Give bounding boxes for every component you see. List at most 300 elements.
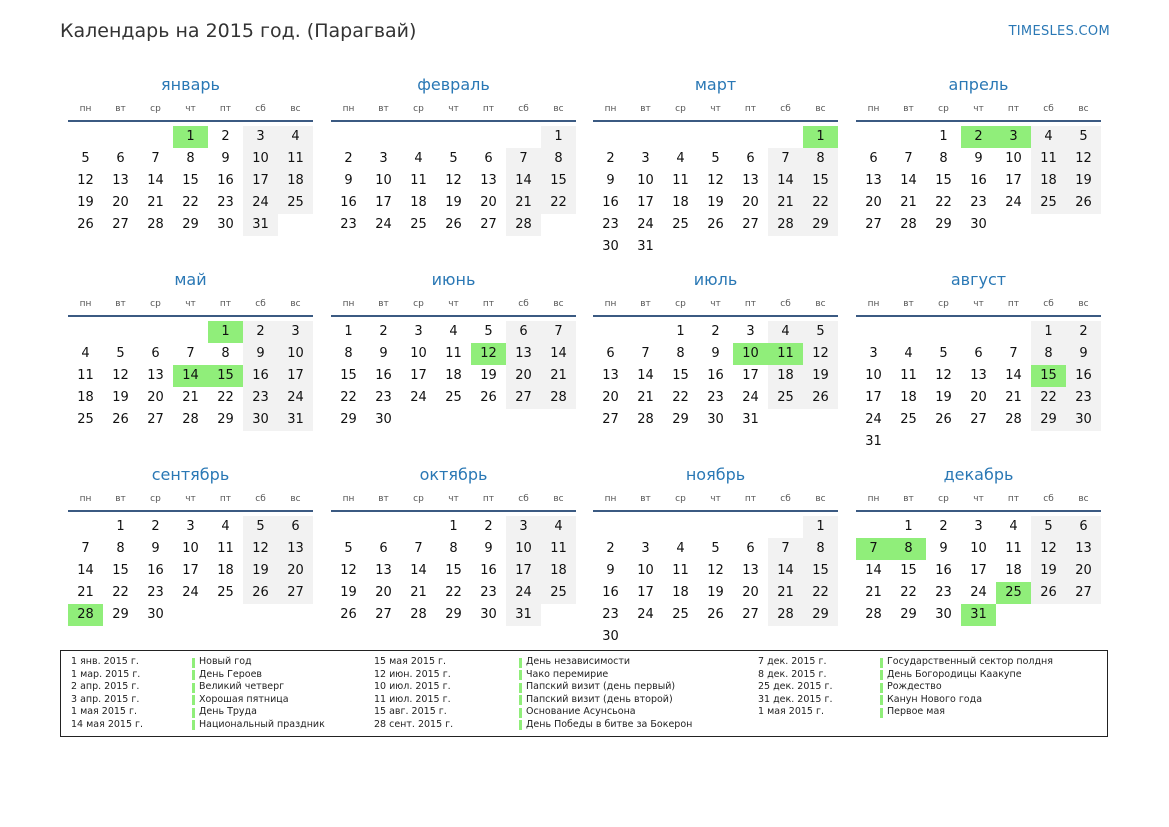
- weekday-label: пт: [482, 494, 495, 504]
- calendar-day: 12: [803, 343, 838, 365]
- calendar-day: 27: [375, 607, 392, 622]
- calendar-day: 10: [865, 368, 882, 383]
- calendar-day: 29: [112, 607, 129, 622]
- calendar-day: 17: [375, 195, 392, 210]
- calendar-day: 26: [340, 607, 357, 622]
- month-divider: [856, 315, 1101, 317]
- calendar-day: 24: [410, 390, 427, 405]
- calendar-day: 9: [243, 343, 278, 365]
- calendar-day: 7: [506, 148, 541, 170]
- calendar-day: 16: [602, 585, 619, 600]
- weekday-label: вс: [553, 299, 564, 309]
- calendar-day: 12: [77, 173, 94, 188]
- calendar-day: 1: [803, 126, 838, 148]
- calendar-day: 31: [278, 409, 313, 431]
- weekday-label: чт: [973, 299, 984, 309]
- calendar-day: 31: [742, 412, 759, 427]
- calendar-day: 17: [742, 368, 759, 383]
- calendar-day: 10: [1005, 151, 1022, 166]
- calendar-day: 11: [672, 563, 689, 578]
- calendar-day: 10: [375, 173, 392, 188]
- holiday-name: Канун Нового года: [880, 694, 1053, 707]
- calendar-day: 3: [414, 324, 423, 339]
- holiday-name: Первое мая: [880, 706, 1053, 719]
- calendar-day: 8: [803, 538, 838, 560]
- weekday-label: вт: [903, 104, 914, 114]
- calendar-day: 27: [506, 387, 541, 409]
- calendar-day: 21: [1005, 390, 1022, 405]
- calendar-day: 21: [77, 585, 94, 600]
- calendar-day: 16: [602, 195, 619, 210]
- weekday-label: пн: [604, 104, 617, 114]
- calendar-day: 3: [379, 151, 388, 166]
- calendar-day: 23: [602, 217, 619, 232]
- calendar-day: 15: [672, 368, 689, 383]
- weekday-label: вт: [115, 494, 126, 504]
- calendar-day: 2: [606, 541, 615, 556]
- calendar-day: 21: [182, 390, 199, 405]
- calendar-day: 15: [541, 170, 576, 192]
- calendar-day: 9: [606, 563, 615, 578]
- calendar-day: 26: [445, 217, 462, 232]
- calendar-day: 21: [637, 390, 654, 405]
- calendar-day: 16: [480, 563, 497, 578]
- month-divider: [68, 510, 313, 512]
- weekday-label: чт: [185, 104, 196, 114]
- calendar-day: 20: [970, 390, 987, 405]
- calendar-day: 1: [803, 516, 838, 538]
- calendar-day: 1: [904, 519, 913, 534]
- calendar-day: 10: [278, 343, 313, 365]
- holiday-name: Основание Асунсьона: [519, 706, 692, 719]
- calendar-day: 31: [865, 434, 882, 449]
- calendar-day: 4: [1031, 126, 1066, 148]
- calendar-day: 25: [996, 582, 1031, 604]
- weekday-label: чт: [185, 299, 196, 309]
- calendar-day: 8: [939, 151, 948, 166]
- calendar-day: 31: [506, 604, 541, 626]
- calendar-day: 4: [904, 346, 913, 361]
- legend-dates-col-3: [758, 656, 833, 719]
- calendar-day: 18: [278, 170, 313, 192]
- calendar-day: 20: [1066, 560, 1101, 582]
- weekday-label: сб: [780, 494, 791, 504]
- month-divider: [856, 510, 1101, 512]
- weekday-label: вт: [378, 104, 389, 114]
- month-divider: [593, 315, 838, 317]
- calendar-day: 17: [970, 563, 987, 578]
- weekday-label: сб: [1043, 494, 1054, 504]
- calendar-day: 26: [803, 387, 838, 409]
- calendar-day: 22: [112, 585, 129, 600]
- calendar-day: 2: [711, 324, 720, 339]
- calendar-day: 29: [672, 412, 689, 427]
- calendar-day: 26: [707, 607, 724, 622]
- weekday-label: пт: [219, 299, 232, 309]
- calendar-day: 4: [676, 151, 685, 166]
- calendar-day: 24: [182, 585, 199, 600]
- calendar-day: 13: [742, 563, 759, 578]
- calendar-day: 14: [900, 173, 917, 188]
- calendar-day: 1: [173, 126, 208, 148]
- calendar-day: 22: [935, 195, 952, 210]
- calendar-day: 11: [445, 346, 462, 361]
- calendar-day: 4: [278, 126, 313, 148]
- holiday-date: 1 мая 2015 г.: [71, 706, 137, 717]
- calendar-day: 25: [278, 192, 313, 214]
- calendar-day: 13: [278, 538, 313, 560]
- calendar-day: 5: [803, 321, 838, 343]
- calendar-day: 10: [733, 343, 768, 365]
- calendar-day: 12: [243, 538, 278, 560]
- calendar-day: 15: [900, 563, 917, 578]
- calendar-day: 29: [803, 604, 838, 626]
- month-name: май: [174, 270, 207, 289]
- month-name: июнь: [431, 270, 476, 289]
- holiday-date: 2 апр. 2015 г.: [71, 681, 140, 692]
- calendar-day: 5: [116, 346, 125, 361]
- calendar-day: 2: [1066, 321, 1101, 343]
- calendar-day: 19: [243, 560, 278, 582]
- weekday-label: пт: [482, 299, 495, 309]
- calendar-day: 31: [961, 604, 996, 626]
- calendar-day: 22: [803, 582, 838, 604]
- calendar-day: 3: [243, 126, 278, 148]
- calendar-day: 23: [480, 585, 497, 600]
- calendar-day: 7: [151, 151, 160, 166]
- calendar-day: 9: [606, 173, 615, 188]
- weekday-label: вт: [903, 299, 914, 309]
- weekday-label: вт: [640, 494, 651, 504]
- month-divider: [593, 510, 838, 512]
- calendar-day: 8: [344, 346, 353, 361]
- calendar-day: 14: [865, 563, 882, 578]
- calendar-day: 6: [869, 151, 878, 166]
- calendar-day: 25: [445, 390, 462, 405]
- month-divider: [331, 120, 576, 122]
- calendar-day: 18: [672, 195, 689, 210]
- weekday-label: сб: [518, 494, 529, 504]
- holiday-date: 10 июл. 2015 г.: [374, 681, 451, 692]
- weekday-label: вс: [1078, 299, 1089, 309]
- calendar-day: 6: [746, 541, 755, 556]
- legend-names-col-1: [192, 656, 325, 731]
- calendar-day: 17: [865, 390, 882, 405]
- weekday-label: чт: [710, 299, 721, 309]
- calendar-day: 19: [935, 390, 952, 405]
- calendar-day: 27: [742, 607, 759, 622]
- calendar-day: 15: [340, 368, 357, 383]
- holiday-name: Папский визит (день второй): [519, 694, 692, 707]
- calendar-day: 26: [243, 582, 278, 604]
- calendar-day: 12: [340, 563, 357, 578]
- calendar-day: 8: [891, 538, 926, 560]
- month-divider: [331, 510, 576, 512]
- holiday-date: 1 янв. 2015 г.: [71, 656, 139, 667]
- calendar-day: 29: [900, 607, 917, 622]
- calendar-day: 25: [672, 217, 689, 232]
- calendar-day: 15: [935, 173, 952, 188]
- weekday-label: вс: [290, 104, 301, 114]
- calendar-day: 18: [541, 560, 576, 582]
- month-divider: [68, 315, 313, 317]
- calendar-day: 31: [243, 214, 278, 236]
- month-name: октябрь: [419, 465, 488, 484]
- calendar-day: 21: [865, 585, 882, 600]
- weekday-label: пт: [1007, 104, 1020, 114]
- holiday-name: День независимости: [519, 656, 692, 669]
- weekday-label: сб: [255, 494, 266, 504]
- weekday-label: сб: [1043, 299, 1054, 309]
- month-divider: [856, 120, 1101, 122]
- holiday-date: 1 мар. 2015 г.: [71, 668, 141, 680]
- calendar-day: 16: [707, 368, 724, 383]
- calendar-day: 9: [1066, 343, 1101, 365]
- weekday-label: вт: [115, 104, 126, 114]
- calendar-day: 10: [182, 541, 199, 556]
- weekday-label: чт: [448, 299, 459, 309]
- calendar-day: 7: [856, 538, 891, 560]
- calendar-day: 22: [803, 192, 838, 214]
- calendar-day: 30: [935, 607, 952, 622]
- calendar-day: 30: [480, 607, 497, 622]
- calendar-day: 3: [869, 346, 878, 361]
- holiday-name: Рождество: [880, 681, 1053, 694]
- calendar-day: 10: [637, 563, 654, 578]
- calendar-day: 13: [742, 173, 759, 188]
- calendar-day: 29: [935, 217, 952, 232]
- calendar-day: 3: [974, 519, 983, 534]
- calendar-day: 1: [116, 519, 125, 534]
- calendar-day: 24: [637, 217, 654, 232]
- calendar-day: 13: [112, 173, 129, 188]
- calendar-day: 30: [602, 239, 619, 254]
- calendar-day: 20: [742, 585, 759, 600]
- calendar-day: 13: [480, 173, 497, 188]
- calendar-day: 2: [484, 519, 493, 534]
- calendar-day: 6: [116, 151, 125, 166]
- calendar-day: 19: [340, 585, 357, 600]
- calendar-day: 15: [112, 563, 129, 578]
- calendar-day: 30: [243, 409, 278, 431]
- calendar-day: 26: [1031, 582, 1066, 604]
- calendar-day: 14: [147, 173, 164, 188]
- calendar-day: 14: [506, 170, 541, 192]
- calendar-day: 24: [375, 217, 392, 232]
- calendar-day: 13: [375, 563, 392, 578]
- calendar-day: 13: [147, 368, 164, 383]
- calendar-day: 7: [541, 321, 576, 343]
- weekday-label: сб: [780, 299, 791, 309]
- calendar-day: 9: [344, 173, 353, 188]
- calendar-day: 30: [147, 607, 164, 622]
- calendar-day: 27: [480, 217, 497, 232]
- calendar-day: 7: [768, 148, 803, 170]
- calendar-day: 24: [970, 585, 987, 600]
- month-name: ноябрь: [685, 465, 746, 484]
- calendar-day: 19: [707, 585, 724, 600]
- holiday-name: День Труда: [192, 706, 325, 719]
- holiday-name: Великий четверг: [192, 681, 325, 694]
- calendar-day: 14: [77, 563, 94, 578]
- calendar-day: 19: [1066, 170, 1101, 192]
- calendar-day: 5: [1066, 126, 1101, 148]
- calendar-day: 11: [1031, 148, 1066, 170]
- calendar-day: 22: [1031, 387, 1066, 409]
- weekday-label: вс: [1078, 494, 1089, 504]
- site-link[interactable]: TIMESLES.COM: [1008, 24, 1110, 39]
- holiday-name: Папский визит (день первый): [519, 681, 692, 694]
- calendar-day: 23: [935, 585, 952, 600]
- calendar-day: 24: [637, 607, 654, 622]
- calendar-day: 1: [541, 126, 576, 148]
- calendar-day: 6: [974, 346, 983, 361]
- calendar-day: 11: [768, 343, 803, 365]
- weekday-label: сб: [780, 104, 791, 114]
- calendar-day: 16: [147, 563, 164, 578]
- calendar-day: 29: [1031, 409, 1066, 431]
- calendar-day: 18: [445, 368, 462, 383]
- calendar-day: 1: [939, 129, 948, 144]
- weekday-label: вт: [378, 299, 389, 309]
- legend-names-col-2: [519, 656, 692, 731]
- month-name: август: [950, 270, 1007, 289]
- weekday-label: сб: [518, 104, 529, 114]
- calendar-day: 28: [541, 387, 576, 409]
- calendar-day: 26: [935, 412, 952, 427]
- calendar-day: 7: [641, 346, 650, 361]
- calendar-day: 16: [217, 173, 234, 188]
- calendar-day: 3: [506, 516, 541, 538]
- calendar-day: 18: [77, 390, 94, 405]
- weekday-label: сб: [518, 299, 529, 309]
- calendar-day: 19: [112, 390, 129, 405]
- calendar-day: 11: [410, 173, 427, 188]
- holiday-legend: [60, 650, 1108, 737]
- calendar-day: 5: [344, 541, 353, 556]
- calendar-day: 23: [340, 217, 357, 232]
- month-divider: [331, 315, 576, 317]
- weekday-label: вс: [815, 299, 826, 309]
- calendar-day: 24: [506, 582, 541, 604]
- holiday-name: Хорошая пятница: [192, 694, 325, 707]
- calendar-day: 30: [970, 217, 987, 232]
- calendar-day: 13: [865, 173, 882, 188]
- calendar-day: 27: [742, 217, 759, 232]
- calendar-day: 4: [221, 519, 230, 534]
- holiday-date: 15 мая 2015 г.: [374, 656, 447, 667]
- calendar-day: 27: [278, 582, 313, 604]
- calendar-day: 27: [1066, 582, 1101, 604]
- calendar-day: 19: [77, 195, 94, 210]
- weekday-label: сб: [255, 299, 266, 309]
- calendar-day: 7: [904, 151, 913, 166]
- calendar-day: 18: [768, 365, 803, 387]
- legend-names-col-3: [880, 656, 1053, 719]
- legend-dates-col-2: [374, 656, 453, 731]
- calendar-day: 27: [112, 217, 129, 232]
- calendar-day: 23: [243, 387, 278, 409]
- weekday-label: чт: [448, 104, 459, 114]
- calendar-day: 5: [711, 151, 720, 166]
- calendar-day: 12: [471, 343, 506, 365]
- calendar-day: 6: [1066, 516, 1101, 538]
- calendar-day: 19: [707, 195, 724, 210]
- calendar-day: 29: [445, 607, 462, 622]
- calendar-day: 4: [768, 321, 803, 343]
- calendar-day: 12: [707, 563, 724, 578]
- calendar-day: 23: [375, 390, 392, 405]
- weekday-label: пт: [744, 299, 757, 309]
- calendar-day: 4: [414, 151, 423, 166]
- calendar-day: 23: [217, 195, 234, 210]
- holiday-date: 1 мая 2015 г.: [758, 706, 824, 717]
- month-divider: [68, 120, 313, 122]
- page-title: Календарь на 2015 год. (Парагвай): [60, 20, 417, 42]
- weekday-label: ср: [675, 494, 686, 504]
- holiday-date: 8 дек. 2015 г.: [758, 668, 827, 680]
- holiday-name: День Победы в битве за Бокерон: [519, 719, 692, 732]
- weekday-label: вс: [290, 494, 301, 504]
- calendar-day: 12: [112, 368, 129, 383]
- calendar-day: 21: [147, 195, 164, 210]
- calendar-day: 17: [637, 195, 654, 210]
- calendar-day: 12: [1031, 538, 1066, 560]
- calendar-day: 1: [344, 324, 353, 339]
- weekday-label: ср: [938, 299, 949, 309]
- weekday-label: пн: [79, 104, 92, 114]
- calendar-day: 10: [410, 346, 427, 361]
- calendar-day: 13: [1066, 538, 1101, 560]
- calendar-day: 10: [243, 148, 278, 170]
- calendar-day: 11: [1005, 541, 1022, 556]
- weekday-label: пт: [744, 104, 757, 114]
- calendar-day: 21: [900, 195, 917, 210]
- calendar-day: 2: [344, 151, 353, 166]
- calendar-day: 8: [116, 541, 125, 556]
- calendar-day: 15: [1031, 365, 1066, 387]
- weekday-label: вс: [1078, 104, 1089, 114]
- weekday-label: чт: [185, 494, 196, 504]
- weekday-label: сб: [255, 104, 266, 114]
- calendar-day: 28: [506, 214, 541, 236]
- calendar-day: 28: [768, 214, 803, 236]
- calendar-day: 2: [151, 519, 160, 534]
- calendar-day: 30: [707, 412, 724, 427]
- calendar-day: 29: [217, 412, 234, 427]
- calendar-day: 16: [935, 563, 952, 578]
- calendar-day: 8: [186, 151, 195, 166]
- calendar-day: 2: [961, 126, 996, 148]
- calendar-day: 6: [506, 321, 541, 343]
- calendar-day: 29: [182, 217, 199, 232]
- calendar-day: 7: [1009, 346, 1018, 361]
- month-name: март: [694, 75, 737, 94]
- calendar-day: 28: [182, 412, 199, 427]
- holiday-date: 12 июн. 2015 г.: [374, 668, 451, 680]
- calendar-day: 25: [672, 607, 689, 622]
- weekday-label: чт: [448, 494, 459, 504]
- calendar-day: 2: [939, 519, 948, 534]
- calendar-day: 3: [641, 541, 650, 556]
- weekday-label: пн: [867, 104, 880, 114]
- calendar-day: 25: [541, 582, 576, 604]
- holiday-date: 7 дек. 2015 г.: [758, 656, 827, 667]
- calendar-day: 20: [375, 585, 392, 600]
- calendar-day: 27: [970, 412, 987, 427]
- holiday-date: 3 апр. 2015 г.: [71, 693, 140, 705]
- calendar-day: 23: [602, 607, 619, 622]
